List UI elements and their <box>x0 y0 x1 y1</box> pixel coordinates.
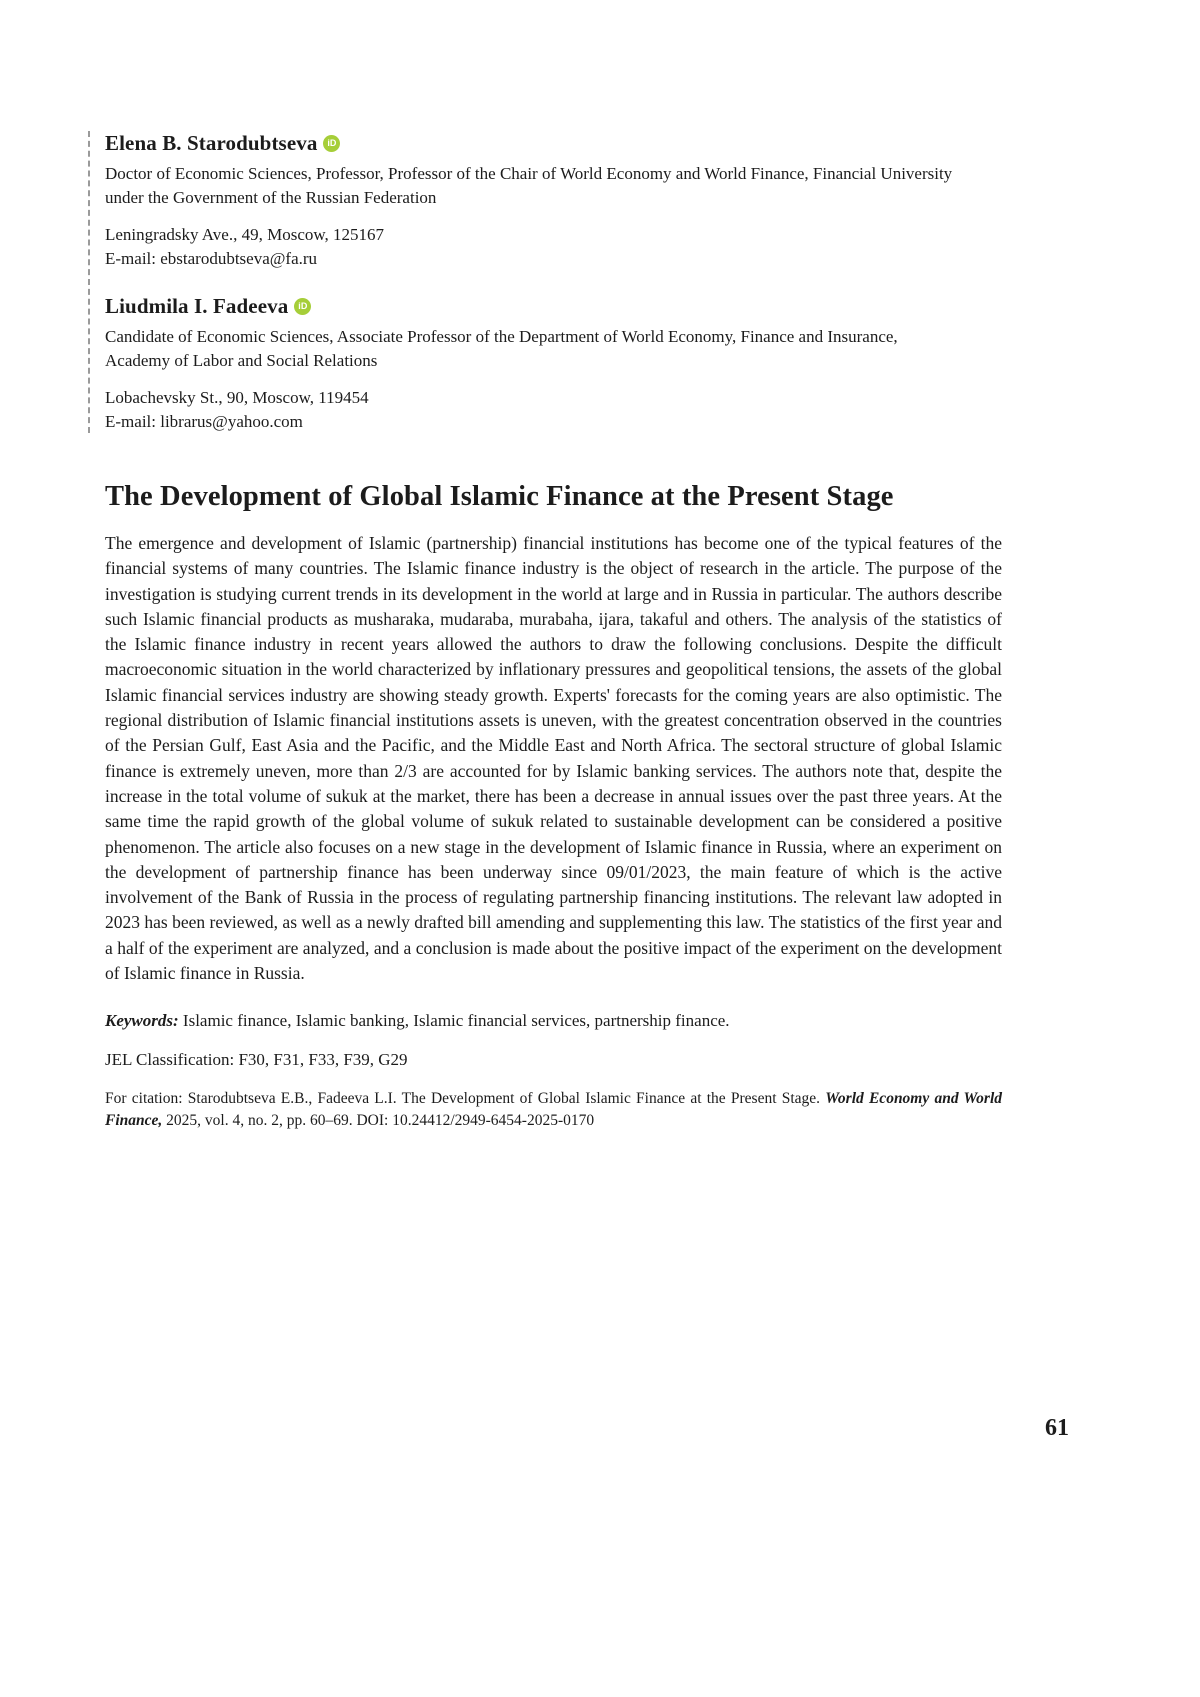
author-name <box>105 294 1002 318</box>
author-address: Leningradsky Ave., 49, Moscow, 125167 <box>105 225 385 244</box>
author-name-text: Liudmila I. Fadeeva <box>105 294 289 318</box>
email-address: librarus@yahoo.com <box>160 411 303 431</box>
abstract-text: The emergence and development of Islamic (partnership) financial institutions has become one of the typical features of the financial systems of many countries. The Islamic finance industry is the object of research in the article. The purpose of the investigation is studying current trends in its development in the world at large and in Russia in particular. The authors describe such Islamic financial products as musharaka, mudaraba, murabaha, ijara, takaful and others. The analysis of the statistics of the Islamic finance industry in recent years allowed the authors to draw the following conclusions. Despite the difficult macroeconomic situation in the world characterized by inflationary pressures and geopolitical tensions, the assets of the global Islamic financial services industry are showing steady growth. Experts' forecasts for the coming years are also optimistic. The regional distribution of Islamic financial institutions assets is uneven, with the greatest concentration observed in the countries of the Persian Gulf, East Asia and the Pacific, and the Middle East and North Africa. The sectoral structure of global Islamic finance is extremely uneven, more than 2/3 are accounted for by Islamic banking services. The authors note that, despite the increase in the total volume of sukuk at the market, there has been a decrease in annual issues over the past three years. At the same time the rapid growth of the global volume of sukuk related to sustainable development can be considered a positive phenomenon. The article also focuses on a new stage in the development of Islamic finance in Russia, where an experiment on the development of partnership finance has been underway since 09/01/2023, the main feature of which is the active involvement of the Bank of Russia in the process of regulating partnership financing institutions. The relevant law adopted in 2023 has been reviewed, as well as a newly drafted bill amending and supplementing this law. The statistics of the first year and a half of the experiment are analyzed, and a conclusion is made about the positive impact of the experiment on the development of Islamic finance in Russia. <box>105 533 1002 984</box>
author-name <box>105 131 1002 155</box>
keywords-line <box>105 1009 1002 1033</box>
jel-classification: JEL Classification: F30, F31, F33, F39, G29 <box>105 1050 408 1070</box>
author-block <box>105 294 1002 433</box>
author-email-line <box>105 247 1002 271</box>
author-block <box>105 131 1002 270</box>
author-email-line <box>105 410 1002 434</box>
page-content <box>105 131 1002 1132</box>
citation-journal-name: World Economy and World Finance, <box>105 1090 1002 1130</box>
citation-line <box>105 1088 1002 1132</box>
keywords-text: Islamic finance, Islamic banking, Islamic financial services, partnership finance. <box>178 1011 730 1031</box>
orcid-icon[interactable]: iD <box>294 298 311 315</box>
citation-suffix: 2025, vol. 4, no. 2, pp. 60–69. DOI: 10.24412/2949-6454-2025-0170 <box>162 1112 595 1130</box>
author-affiliation: Doctor of Economic Sciences, Professor, Professor of the Chair of World Economy and World Finance, Financial University under the Government of the Russian Federation <box>105 164 953 207</box>
authors-section <box>88 131 1002 433</box>
page-number: 61 <box>1045 1415 1069 1441</box>
author-name-text: Elena B. Starodubtseva <box>105 131 318 155</box>
email-label: E-mail: <box>105 411 161 431</box>
article-title: The Development of Global Islamic Finance at the Present Stage <box>105 481 894 512</box>
citation-prefix: For citation: Starodubtseva E.B., Fadeeva L.I. The Development of Global Islamic Finance at the Present Stage. <box>105 1090 826 1108</box>
email-address: ebstarodubtseva@fa.ru <box>160 248 318 268</box>
keywords-label: Keywords: <box>105 1011 179 1031</box>
author-affiliation: Candidate of Economic Sciences, Associate Professor of the Department of World Economy, Finance and Insurance, Academy of Labor and Social Relations <box>105 327 898 370</box>
author-address: Lobachevsky St., 90, Moscow, 119454 <box>105 388 369 407</box>
email-label: E-mail: <box>105 248 161 268</box>
orcid-icon[interactable]: iD <box>323 135 340 152</box>
